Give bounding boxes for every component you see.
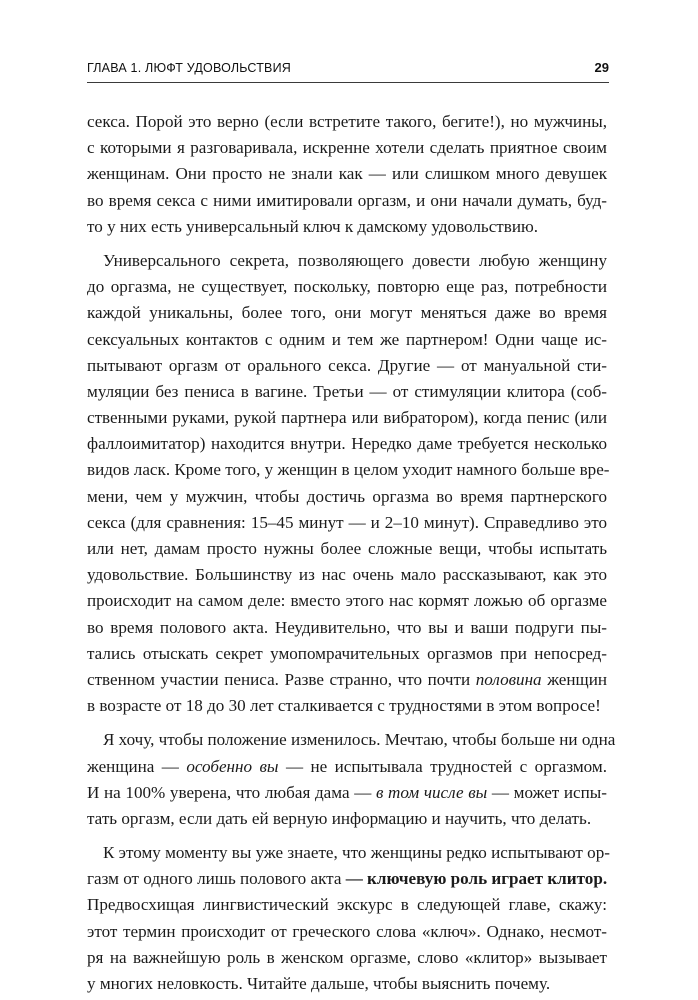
text-run: во время полового акта. Неудивительно, что вы и ваши подруги пы- <box>87 617 607 637</box>
text-line <box>87 135 607 161</box>
text-line <box>87 615 607 641</box>
text-line <box>87 866 607 892</box>
text-line <box>87 971 607 997</box>
text-run: то у них есть универсальный ключ к дамскому удовольствию. <box>87 216 539 236</box>
text-run: — не испытывала трудностей с оргазмом. <box>278 756 607 776</box>
text-line <box>87 484 607 510</box>
text-run: с которыми я разговаривала, искренне хотели сделать приятное своим <box>87 138 607 158</box>
page-header <box>87 60 609 83</box>
text-line <box>87 188 607 214</box>
text-line <box>87 109 607 135</box>
text-line <box>87 405 607 431</box>
text-line <box>87 379 607 405</box>
text-run: женщин <box>541 669 607 689</box>
text-line <box>87 892 607 918</box>
text-line <box>87 431 607 457</box>
text-line <box>87 693 607 719</box>
text-run: у многих неловкость. Читайте дальше, чтобы выяснить почему. <box>87 974 551 993</box>
italic-text: половина <box>475 669 542 689</box>
paragraph <box>87 109 607 240</box>
text-run: в возрасте от 18 до 30 лет сталкивается с трудностями в этом вопросе! <box>87 696 601 716</box>
running-title: ГЛАВА 1. ЛЮФТ УДОВОЛЬСТВИЯ <box>87 61 291 75</box>
text-run: Я хочу, чтобы положение изменилось. Мечтаю, чтобы больше ни одна <box>103 730 616 750</box>
paragraph <box>87 727 616 832</box>
text-run: ственными руками, рукой партнера или вибратором), когда пенис (или <box>87 408 607 428</box>
text-line <box>87 457 610 483</box>
text-run: видов ласк. Кроме того, у женщин в целом уходит намного больше вре- <box>87 460 610 480</box>
paragraph <box>87 840 610 997</box>
italic-text: в том числе вы <box>375 782 488 802</box>
text-line <box>87 274 607 300</box>
text-line <box>87 780 607 806</box>
text-run: И на 100% уверена, что любая дама — <box>87 782 376 802</box>
text-run: муляции без пениса в вагине. Третьи — от стимуляции клитора (соб- <box>87 381 607 401</box>
text-line <box>87 727 616 753</box>
text-line <box>87 754 607 780</box>
text-line <box>87 806 607 832</box>
text-run: ря на важнейшую роль в женском оргазме, слово «клитор» вызывает <box>87 947 607 967</box>
paragraph-gap <box>87 719 607 727</box>
text-line <box>87 510 607 536</box>
text-run: каждой уникальны, более того, они могут меняться даже во время <box>87 303 607 323</box>
text-line <box>87 300 607 326</box>
text-run: до оргазма, не существует, поскольку, повторю еще раз, потребности <box>87 277 607 297</box>
text-run: Предвосхищая лингвистический экскурс в следующей главе, скажу: <box>87 895 607 915</box>
text-line <box>87 562 607 588</box>
text-run: тались отыскать секрет умопомрачительных оргазмов при непосред- <box>87 643 607 663</box>
paragraph-gap <box>87 832 607 840</box>
text-run: мени, чем у мужчин, чтобы достичь оргазма во время партнерского <box>87 486 607 506</box>
text-run: секса. Порой это верно (если встретите такого, бегите!), но мужчины, <box>87 112 607 131</box>
text-run: или нет, дамам просто нужны более сложные вещи, чтобы испытать <box>87 539 607 558</box>
text-line <box>87 353 607 379</box>
paragraph-gap <box>87 240 607 248</box>
text-run: К этому моменту вы уже знаете, что женщины редко испытывают ор- <box>103 843 610 863</box>
text-run: — может испы- <box>487 782 607 802</box>
text-line <box>87 919 607 945</box>
page-number: 29 <box>594 60 609 75</box>
text-run: женщина — <box>87 756 187 776</box>
text-run: секса (для сравнения: 15–45 минут — и 2–10 минут). Справедливо это <box>87 512 607 532</box>
bold-text: — ключевую роль играет клитор. <box>345 869 608 889</box>
italic-text: особенно вы <box>186 756 279 776</box>
text-run: удовольствие. Большинству из нас очень мало рассказывают, как это <box>87 565 607 585</box>
body-text <box>87 109 616 997</box>
text-run: во время секса с ними имитировали оргазм, и они начали думать, буд- <box>87 190 607 210</box>
paragraph <box>87 248 610 719</box>
text-line <box>87 214 607 240</box>
text-run: этот термин происходит от греческого слова «ключ». Однако, несмот- <box>87 921 607 941</box>
text-line <box>87 840 610 866</box>
text-run: женщинам. Они просто не знали как — или слишком много девушек <box>87 164 607 184</box>
text-line <box>87 641 607 667</box>
text-run: пытывают оргазм от орального секса. Другие — от мануальной сти- <box>87 355 607 375</box>
text-run: сексуальных контактов с одним и тем же партнером! Одни чаще ис- <box>87 329 607 349</box>
text-run: происходит на самом деле: вместо этого нас кормят ложью об оргазме <box>87 591 607 611</box>
text-run: фаллоимитатор) находится внутри. Нередко даме требуется несколько <box>87 434 607 454</box>
text-line <box>87 536 607 562</box>
text-run: тать оргазм, если дать ей верную информацию и научить, что делать. <box>87 808 592 828</box>
text-line <box>87 588 607 614</box>
text-run: Универсального секрета, позволяющего довести любую женщину <box>103 250 607 270</box>
text-run: газм от одного лишь полового акта <box>87 869 346 889</box>
text-line <box>87 248 607 274</box>
text-line <box>87 327 607 353</box>
text-line <box>87 667 607 693</box>
text-run: ственном участии пениса. Разве странно, что почти <box>87 669 476 689</box>
text-line <box>87 161 607 187</box>
text-line <box>87 945 607 971</box>
